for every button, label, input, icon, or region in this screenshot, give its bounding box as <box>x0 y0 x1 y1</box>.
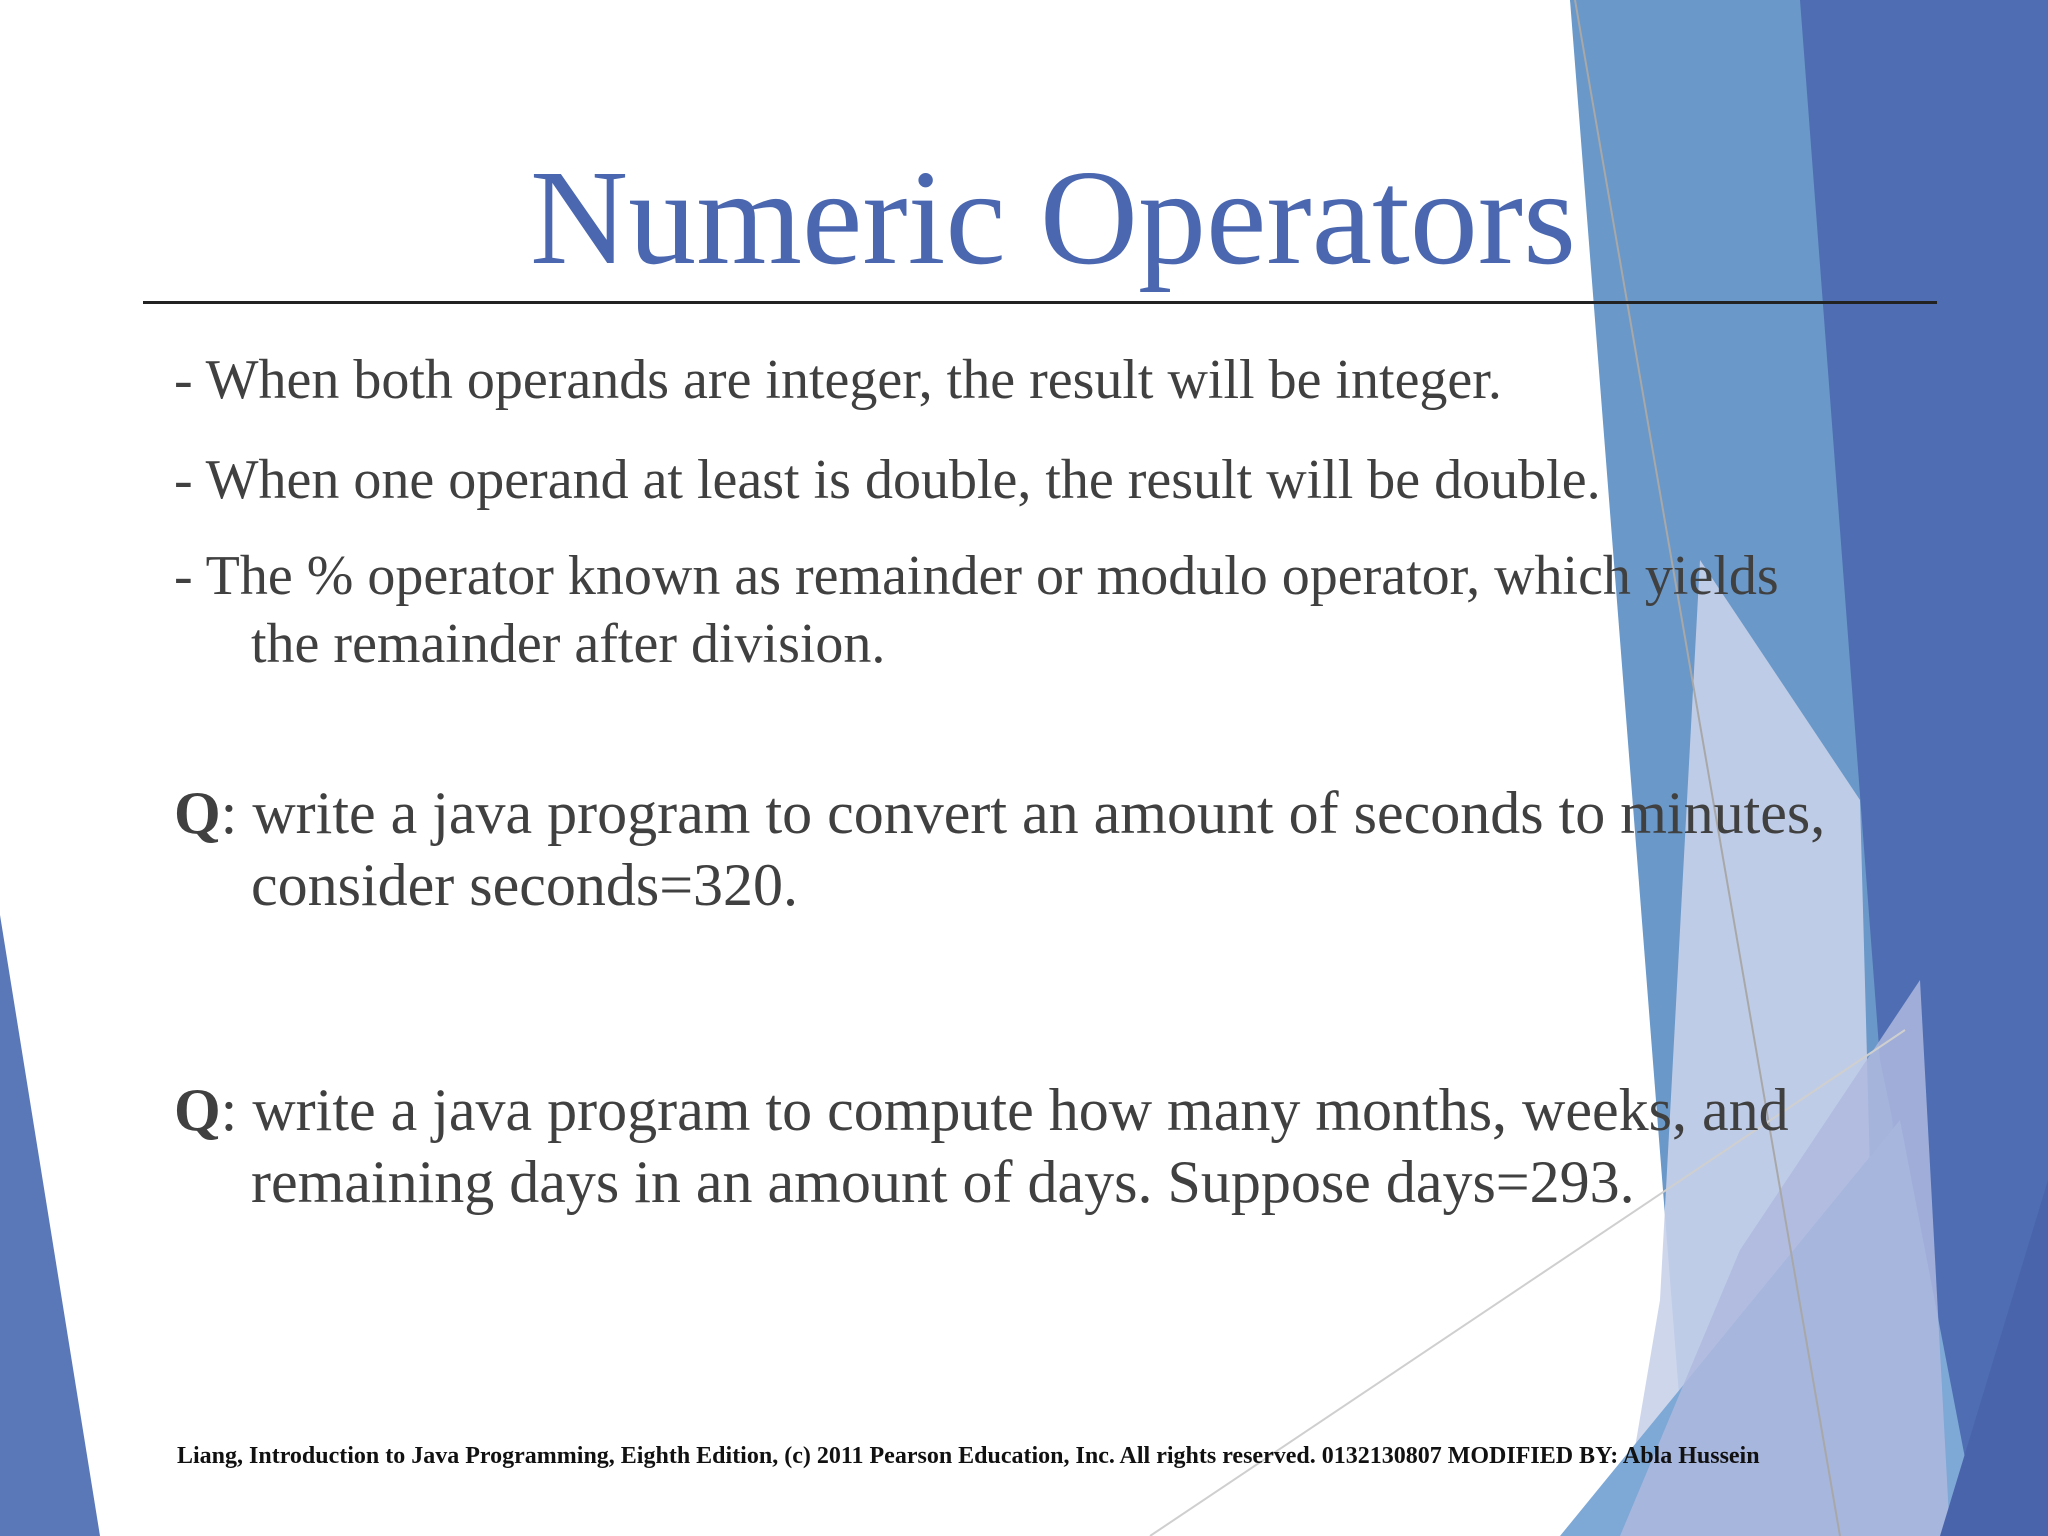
left-accent-shape <box>0 915 100 1536</box>
bullet-text: - When one operand at least is double, the result will be double. <box>174 449 1601 511</box>
question-text-continued: consider seconds=320. <box>251 852 799 918</box>
question-seconds-to-minutes <box>174 777 1825 921</box>
bullet-integer-result <box>174 346 1502 414</box>
question-marker: Q <box>174 780 221 846</box>
question-text: : write a java program to compute how many months, weeks, and <box>220 1077 1789 1143</box>
question-text: : write a java program to convert an amount of seconds to minutes, <box>220 780 1826 846</box>
bullet-modulo-operator <box>174 542 1779 678</box>
question-text-continued: remaining days in an amount of days. Suppose days=293. <box>251 1149 1635 1215</box>
bullet-text: - The % operator known as remainder or modulo operator, which yields <box>174 545 1779 607</box>
question-days-breakdown <box>174 1074 1789 1218</box>
title-divider <box>143 301 1937 304</box>
question-marker: Q <box>174 1077 221 1143</box>
slide-footer-copyright: Liang, Introduction to Java Programming, Eighth Edition, (c) 2011 Pearson Education, Inc. All rights reserved. 0132130807 MODIFIED BY: Abla Hussein <box>177 1443 1760 1469</box>
bullet-text-continued: the remainder after division. <box>251 613 886 675</box>
bullet-double-result <box>174 446 1601 514</box>
bullet-text: - When both operands are integer, the result will be integer. <box>174 349 1502 411</box>
slide-title: Numeric Operators <box>530 143 1577 293</box>
